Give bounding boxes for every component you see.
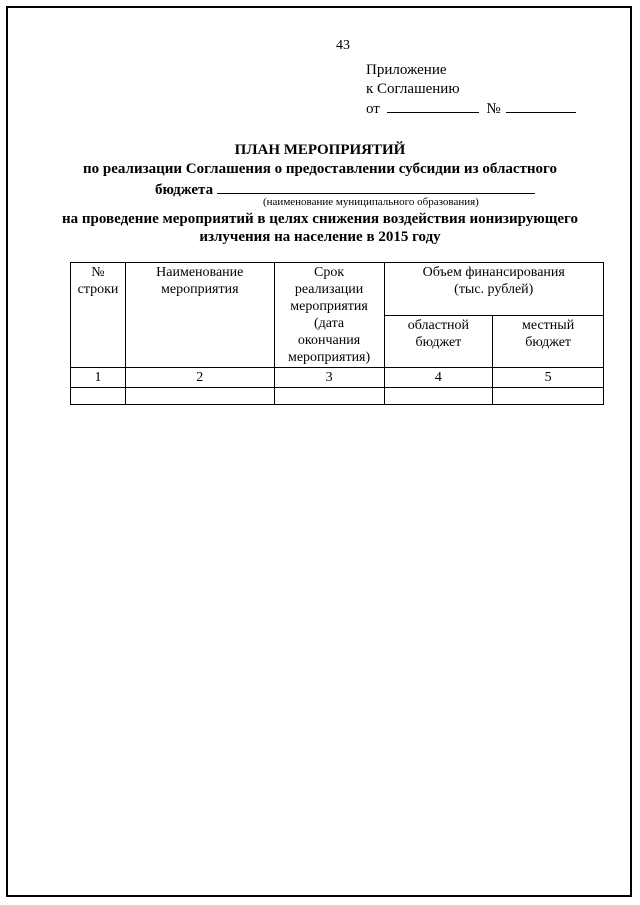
- empty-cell: [384, 388, 493, 405]
- header-funding: Объем финансирования (тыс. рублей): [384, 263, 604, 316]
- number-label: №: [486, 101, 501, 117]
- page-border: [6, 6, 632, 897]
- header-local-budget: местный бюджет: [493, 315, 604, 368]
- subtitle-line-3: на проведение мероприятий в целях снижения воздействия ионизирующего: [62, 211, 578, 227]
- empty-cell: [125, 388, 274, 405]
- column-number-cell: 5: [493, 368, 604, 388]
- column-number-cell: 1: [71, 368, 126, 388]
- header-term: Срок реализации мероприятия (дата окончания мероприятия): [274, 263, 384, 368]
- header-regional-budget: областной бюджет: [384, 315, 493, 368]
- column-number-cell: 2: [125, 368, 274, 388]
- appendix-date-line: [366, 99, 576, 119]
- column-number-row: [71, 368, 604, 388]
- from-label: от: [366, 101, 380, 117]
- empty-cell: [274, 388, 384, 405]
- empty-cell: [71, 388, 126, 405]
- municipality-hint: (наименование муниципального образования): [263, 196, 479, 208]
- table-row: [71, 388, 604, 405]
- table-header-row: [71, 263, 604, 316]
- page-number: 43: [336, 38, 350, 53]
- subtitle-line-4: излучения на население в 2015 году: [199, 229, 441, 245]
- municipality-blank-field: [217, 179, 535, 194]
- subtitle-line-1: по реализации Соглашения о предоставлении субсидии из областного: [83, 161, 557, 177]
- number-blank-field: [506, 99, 576, 113]
- column-number-cell: 3: [274, 368, 384, 388]
- date-blank-field: [387, 99, 479, 113]
- empty-cell: [493, 388, 604, 405]
- header-row-number: № строки: [71, 263, 126, 368]
- header-event-name: Наименование мероприятия: [125, 263, 274, 368]
- document-title: ПЛАН МЕРОПРИЯТИЙ: [234, 142, 406, 158]
- column-number-cell: 4: [384, 368, 493, 388]
- plan-table: [70, 262, 604, 405]
- appendix-block: [366, 61, 576, 119]
- budget-label: бюджета: [155, 182, 214, 198]
- appendix-line-2: к Соглашению: [366, 81, 460, 97]
- appendix-line-1: Приложение: [366, 62, 447, 78]
